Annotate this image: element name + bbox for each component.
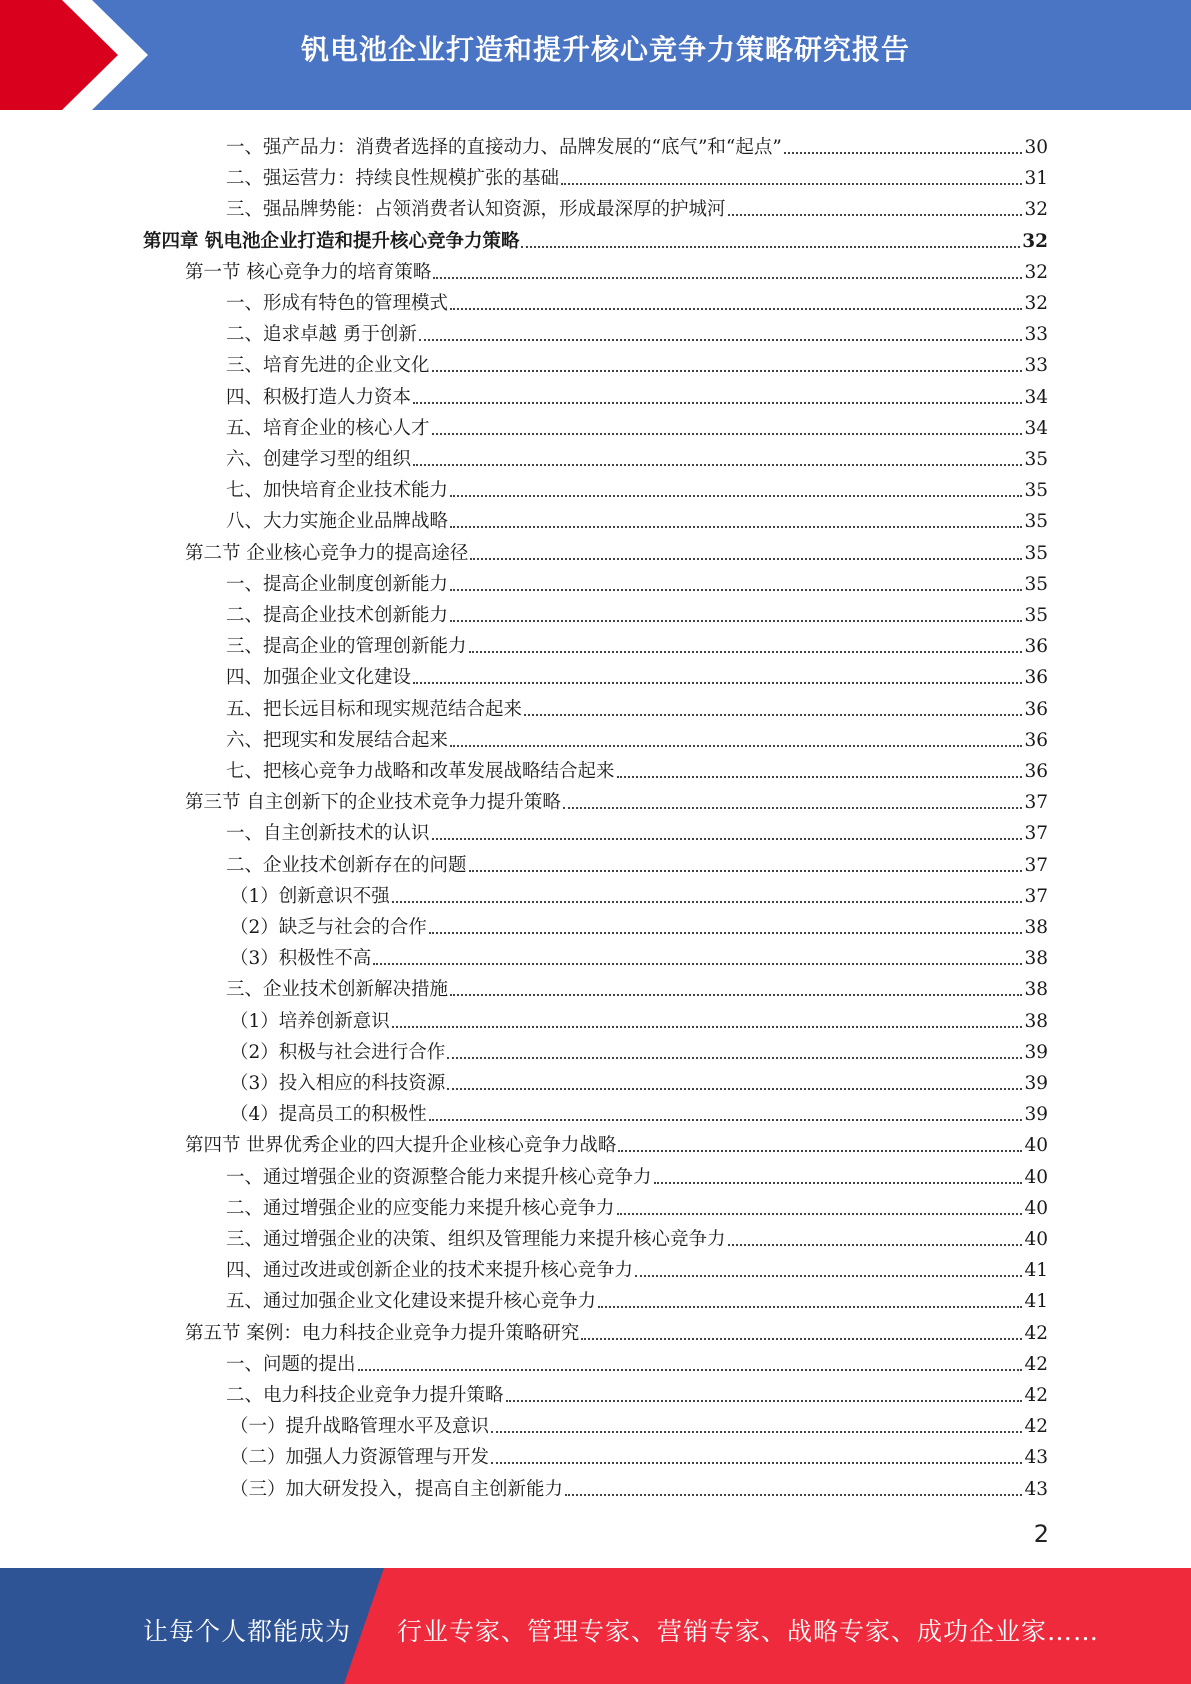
toc-entry-label: 三、通过增强企业的决策、组织及管理能力来提升核心竞争力 [226,1229,726,1250]
toc-entry-page: 36 [1024,636,1048,658]
toc-entry[interactable] [226,846,1048,877]
toc-entry-page: 37 [1024,885,1048,907]
toc-entry-label: 六、创建学习型的组织 [226,449,412,470]
toc-entry-page: 33 [1024,355,1048,377]
toc-dot-leader [561,183,1022,185]
toc-entry-label: 一、提高企业制度创新能力 [226,573,449,595]
toc-entry-page: 30 [1024,137,1048,158]
toc-entry[interactable] [226,596,1048,627]
toc-entry-page: 38 [1024,979,1048,1001]
toc-dot-leader [450,589,1022,591]
toc-entry[interactable] [226,1282,1048,1313]
toc-entry-label: 一、形成有特色的管理模式 [226,293,449,314]
toc-entry-page: 41 [1024,1260,1048,1282]
toc-entry[interactable] [226,1345,1048,1376]
toc-dot-leader [433,277,1022,279]
toc-entry-page: 40 [1024,1229,1048,1250]
toc-dot-leader [469,651,1023,653]
toc-entry-page: 35 [1024,449,1048,470]
toc-entry-page: 42 [1024,1385,1048,1406]
toc-dot-leader [617,776,1023,778]
toc-entry-page: 42 [1024,1353,1048,1375]
toc-entry[interactable] [226,1189,1048,1220]
toc-entry-label: （二）加强人力资源管理与开发 [230,1447,490,1469]
toc-entry-label: 一、强产品力：消费者选择的直接动力、品牌发展的“底气”和“起点” [226,137,782,158]
toc-entry[interactable] [226,1220,1048,1251]
toc-entry-page: 38 [1024,917,1048,938]
toc-entry-page: 40 [1024,1135,1048,1157]
toc-dot-leader [521,246,1020,248]
toc-entry[interactable] [230,1470,1048,1501]
toc-entry[interactable] [230,1002,1048,1033]
toc-entry-page: 35 [1024,542,1048,564]
toc-entry-label: 五、把长远目标和现实规范结合起来 [226,698,523,720]
toc-entry-label: （2）缺乏与社会的合作 [230,917,427,938]
toc-dot-leader [728,1244,1023,1246]
toc-entry[interactable] [143,222,1048,253]
toc-entry-page: 35 [1024,573,1048,595]
toc-dot-leader [728,214,1023,216]
toc-entry-page: 36 [1024,729,1048,751]
toc-entry-page: 40 [1024,1197,1048,1219]
toc-dot-leader [635,1275,1022,1277]
toc-entry-page: 32 [1022,230,1048,252]
toc-dot-leader [450,994,1022,996]
toc-dot-leader [447,1057,1022,1059]
toc-dot-leader [470,558,1022,560]
toc-entry-page: 33 [1024,324,1048,346]
toc-entry[interactable] [185,783,1048,814]
toc-dot-leader [429,1119,1023,1121]
toc-entry-label: （3）投入相应的科技资源 [230,1073,446,1094]
toc-entry-label: 七、把核心竞争力战略和改革发展战略结合起来 [226,761,615,782]
toc-entry-label: 第二节 企业核心竞争力的提高途径 [185,542,469,564]
report-title: 钒电池企业打造和提升核心竞争力策略研究报告 [300,33,910,66]
toc-entry-label: 第四章 钒电池企业打造和提升核心竞争力策略 [143,230,520,252]
toc-dot-leader [429,932,1023,934]
toc-entry[interactable] [226,690,1048,721]
toc-entry[interactable] [230,877,1048,908]
toc-entry-label: 第三节 自主创新下的企业技术竞争力提升策略 [185,792,561,814]
toc-entry[interactable] [226,159,1048,190]
toc-entry-label: （3）积极性不高 [230,948,372,970]
toc-entry-page: 39 [1024,1104,1048,1126]
toc-entry[interactable] [226,346,1048,377]
toc-entry[interactable] [230,1064,1048,1095]
toc-entry-page: 42 [1024,1416,1048,1438]
toc-entry-label: 一、问题的提出 [226,1353,356,1375]
toc-entry[interactable] [230,908,1048,939]
toc-entry-label: （2）积极与社会进行合作 [230,1041,446,1063]
toc-dot-leader [419,339,1023,341]
toc-dot-leader [450,308,1022,310]
toc-entry[interactable] [226,409,1048,440]
toc-entry-label: 五、培育企业的核心人才 [226,417,430,439]
toc-entry-label: 四、通过改进或创新企业的技术来提升核心竞争力 [226,1260,634,1282]
toc-entry[interactable] [226,471,1048,502]
footer-slogan-right: 行业专家、管理专家、营销专家、战略专家、成功企业家…… [397,1617,1100,1646]
toc-entry[interactable] [226,1251,1048,1282]
toc-entry[interactable] [226,315,1048,346]
toc-entry-label: 一、自主创新技术的认识 [226,823,430,845]
toc-entry[interactable] [226,502,1048,533]
toc-entry[interactable] [226,440,1048,471]
toc-dot-leader [581,1338,1022,1340]
toc-dot-leader [447,1088,1022,1090]
toc-entry[interactable] [226,128,1048,159]
toc-entry[interactable] [226,1158,1048,1189]
toc-dot-leader [784,152,1023,154]
page-number: 2 [1033,1520,1049,1548]
toc-entry-page: 38 [1024,948,1048,970]
page-header [0,0,1191,110]
toc-dot-leader [358,1369,1023,1371]
toc-dot-leader [565,1494,1022,1496]
toc-entry-page: 36 [1024,761,1048,782]
toc-dot-leader [506,1400,1023,1402]
toc-entry-page: 32 [1024,199,1048,221]
toc-dot-leader [563,807,1023,809]
toc-dot-leader [491,1431,1022,1433]
toc-entry-page: 36 [1024,698,1048,720]
toc-entry[interactable] [226,378,1048,409]
toc-entry-label: 二、通过增强企业的应变能力来提升核心竞争力 [226,1197,615,1219]
toc-dot-leader [392,1026,1023,1028]
toc-entry[interactable] [226,721,1048,752]
toc-dot-leader [432,370,1023,372]
toc-entry[interactable] [230,1407,1048,1438]
toc-entry-label: 第五节 案例：电力科技企业竞争力提升策略研究 [185,1322,580,1344]
toc-entry[interactable] [226,190,1048,221]
toc-entry[interactable] [226,627,1048,658]
toc-entry[interactable] [185,253,1048,284]
toc-entry[interactable] [230,1438,1048,1469]
toc-entry[interactable] [226,814,1048,845]
toc-dot-leader [618,1150,1022,1152]
toc-dot-leader [392,901,1023,903]
toc-entry-label: 二、企业技术创新存在的问题 [226,854,467,876]
toc-entry-label: 二、提高企业技术创新能力 [226,605,449,626]
toc-entry[interactable] [230,1033,1048,1064]
toc-dot-leader [450,620,1022,622]
toc-entry-page: 39 [1024,1041,1048,1063]
toc-entry[interactable] [226,970,1048,1001]
toc-entry[interactable] [185,1314,1048,1345]
toc-entry-label: 七、加快培育企业技术能力 [226,480,449,502]
toc-dot-leader [654,1182,1023,1184]
toc-dot-leader [598,1306,1022,1308]
toc-entry[interactable] [185,534,1048,565]
toc-dot-leader [373,963,1022,965]
toc-entry[interactable] [226,752,1048,783]
toc-entry-page: 34 [1024,386,1048,408]
toc-entry-label: 三、强品牌势能：占领消费者认知资源，形成最深厚的护城河 [226,199,726,221]
toc-entry-page: 37 [1024,854,1048,876]
toc-entry[interactable] [230,939,1048,970]
toc-entry-page: 34 [1024,417,1048,439]
toc-entry-page: 43 [1024,1447,1048,1469]
toc-dot-leader [491,1462,1022,1464]
toc-entry-label: （三）加大研发投入，提高自主创新能力 [230,1478,564,1500]
toc-dot-leader [432,433,1023,435]
toc-entry[interactable] [226,284,1048,315]
toc-entry[interactable] [226,565,1048,596]
toc-entry-page: 32 [1024,261,1048,283]
toc-entry-label: 第一节 核心竞争力的培育策略 [185,261,432,283]
page-footer [0,1568,1191,1684]
toc-dot-leader [413,402,1022,404]
toc-entry-label: 二、电力科技企业竞争力提升策略 [226,1385,504,1406]
toc-entry-label: 四、加强企业文化建设 [226,667,412,689]
toc-entry-page: 40 [1024,1166,1048,1188]
toc-entry-page: 31 [1024,168,1048,190]
toc-dot-leader [450,745,1022,747]
toc-entry-page: 41 [1024,1291,1048,1313]
toc-entry-page: 38 [1024,1010,1048,1032]
toc-entry-label: 第四节 世界优秀企业的四大提升企业核心竞争力战略 [185,1135,617,1157]
toc-dot-leader [432,838,1023,840]
toc-entry-page: 43 [1024,1478,1048,1500]
toc-entry-page: 42 [1024,1322,1048,1344]
toc-entry-page: 37 [1024,823,1048,845]
toc-entry-label: 八、大力实施企业品牌战略 [226,511,449,533]
toc-dot-leader [469,870,1023,872]
toc-entry-page: 32 [1024,293,1048,314]
toc-dot-leader [617,1213,1023,1215]
toc-entry-label: 三、培育先进的企业文化 [226,355,430,377]
toc-entry[interactable] [230,1095,1048,1126]
toc-entry[interactable] [185,1126,1048,1157]
toc-entry-page: 35 [1024,605,1048,626]
toc-entry-page: 39 [1024,1073,1048,1094]
toc-entry-page: 35 [1024,511,1048,533]
toc-entry-label: 一、通过增强企业的资源整合能力来提升核心竞争力 [226,1166,652,1188]
toc-entry[interactable] [226,1376,1048,1407]
toc-entry-label: （一）提升战略管理水平及意识 [230,1416,490,1438]
toc-entry-label: 三、企业技术创新解决措施 [226,979,449,1001]
toc-entry-label: 二、追求卓越 勇于创新 [226,324,417,346]
toc-dot-leader [450,495,1022,497]
footer-slogan-left: 让每个人都能成为 [143,1617,352,1646]
toc-dot-leader [413,464,1022,466]
toc-dot-leader [524,714,1022,716]
toc-dot-leader [450,526,1022,528]
toc-entry-label: 六、把现实和发展结合起来 [226,729,449,751]
toc-entry-label: （1）创新意识不强 [230,885,390,907]
toc-entry-page: 36 [1024,667,1048,689]
toc-entry[interactable] [226,658,1048,689]
toc-entry-page: 35 [1024,480,1048,502]
toc-entry-label: 五、通过加强企业文化建设来提升核心竞争力 [226,1291,597,1313]
toc-entry-page: 37 [1024,792,1048,814]
toc-entry-label: 四、积极打造人力资本 [226,386,412,408]
toc-entry-label: （1）培养创新意识 [230,1010,390,1032]
toc-entry-label: 二、强运营力：持续良性规模扩张的基础 [226,168,560,190]
toc-entry-label: （4）提高员工的积极性 [230,1104,427,1126]
toc-entry-label: 三、提高企业的管理创新能力 [226,636,467,658]
toc-dot-leader [413,682,1022,684]
